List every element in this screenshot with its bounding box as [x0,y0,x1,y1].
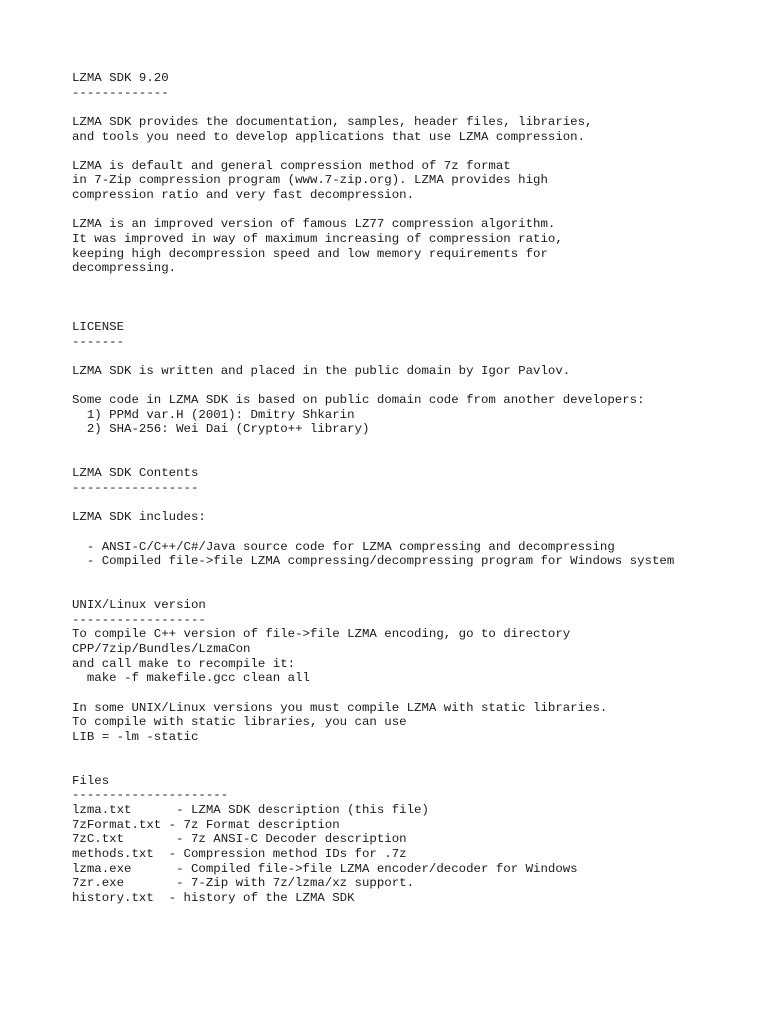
text-line [72,349,752,364]
text-line [72,759,752,774]
text-line [72,686,752,701]
document-text [72,71,752,906]
text-line: LZMA SDK Contents [72,466,199,481]
text-line: In some UNIX/Linux versions you must compile LZMA with static libraries. [72,700,608,715]
text-line [72,144,752,159]
text-line [72,276,752,291]
text-line: Files [72,773,110,788]
text-line [72,437,752,452]
text-line [72,203,752,218]
text-line [72,496,752,511]
text-line: ------------- [72,85,169,100]
text-line [72,569,752,584]
text-line: LZMA is an improved version of famous LZ77 compression algorithm. [72,217,556,232]
text-line: lzma.exe - Compiled file->file LZMA encoder/decoder for Windows [72,861,578,876]
text-line [72,452,752,467]
text-line: LIB = -lm -static [72,729,199,744]
text-line: ------- [72,334,125,349]
text-line: CPP/7zip/Bundles/LzmaCon [72,641,251,656]
text-line: - Compiled file->file LZMA compressing/decompressing program for Windows system [72,554,675,569]
text-line: To compile with static libraries, you can use [72,715,407,730]
text-line: LZMA is default and general compression method of 7z format [72,158,511,173]
text-line [72,100,752,115]
text-line: ----------------- [72,480,199,495]
text-line [72,525,752,540]
text-line: and tools you need to develop applications that use LZMA compression. [72,129,586,144]
text-line: Some code in LZMA SDK is based on public domain code from another developers: [72,393,645,408]
text-line [72,305,752,320]
text-line: decompressing. [72,261,177,276]
text-line: make -f makefile.gcc clean all [72,671,310,686]
text-line: LICENSE [72,319,125,334]
text-line: --------------------- [72,788,229,803]
text-line: history.txt - history of the LZMA SDK [72,890,355,905]
text-line: 1) PPMd var.H (2001): Dmitry Shkarin [72,407,355,422]
text-line: - ANSI-C/C++/C#/Java source code for LZMA compressing and decompressing [72,539,615,554]
text-line: 7zFormat.txt - 7z Format description [72,817,340,832]
text-line: To compile C++ version of file->file LZMA encoding, go to directory [72,627,571,642]
text-line: 7zr.exe - 7-Zip with 7z/lzma/xz support. [72,876,415,891]
text-line [72,291,752,306]
text-line: 7zC.txt - 7z ANSI-C Decoder description [72,832,407,847]
text-line: It was improved in way of maximum increasing of compression ratio, [72,232,563,247]
text-line [72,583,752,598]
text-line: LZMA SDK 9.20 [72,71,169,85]
document-page [72,71,752,906]
text-line: LZMA SDK provides the documentation, samples, header files, libraries, [72,114,593,129]
text-line: keeping high decompression speed and low memory requirements for [72,246,548,261]
text-line: and call make to recompile it: [72,656,296,671]
text-line: UNIX/Linux version [72,598,206,613]
text-line: ------------------ [72,612,206,627]
text-line: lzma.txt - LZMA SDK description (this file) [72,803,429,818]
text-line: methods.txt - Compression method IDs for .7z [72,846,407,861]
text-line: LZMA SDK is written and placed in the public domain by Igor Pavlov. [72,363,571,378]
text-line [72,378,752,393]
text-line: 2) SHA-256: Wei Dai (Crypto++ library) [72,422,370,437]
text-line: in 7-Zip compression program (www.7-zip.org). LZMA provides high [72,173,548,188]
text-line: compression ratio and very fast decompression. [72,188,415,203]
text-line [72,744,752,759]
text-line: LZMA SDK includes: [72,510,206,525]
